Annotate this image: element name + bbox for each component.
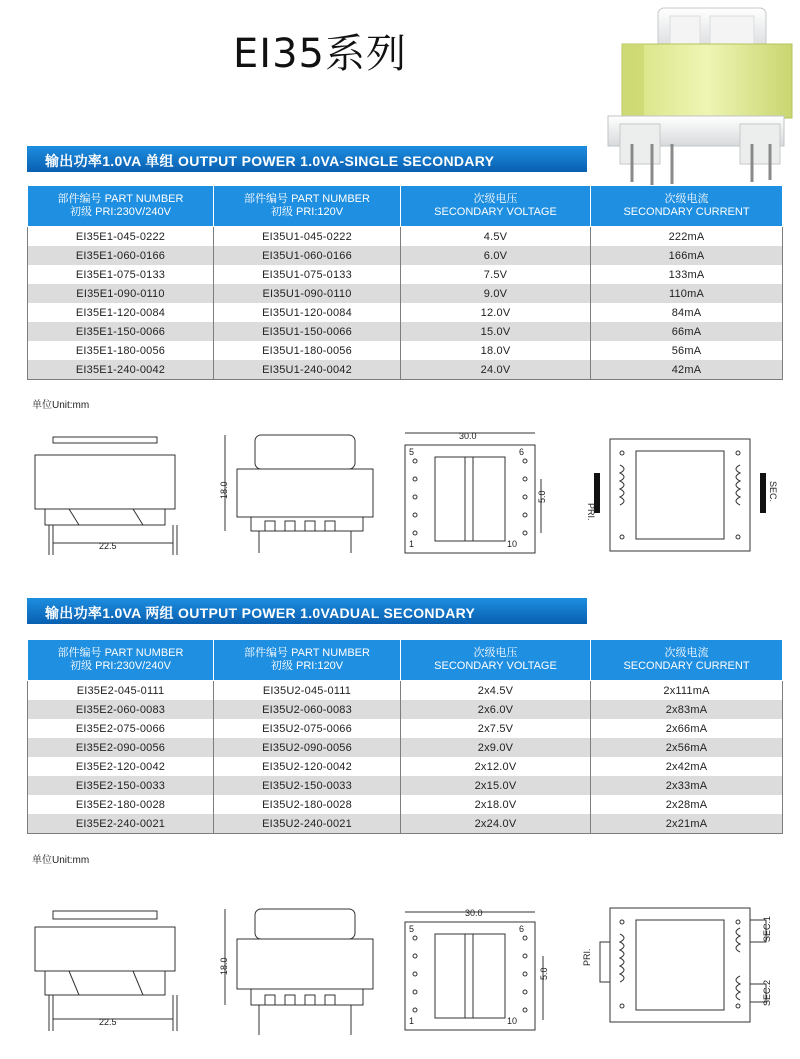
pin-10-label: 10 [507, 539, 518, 549]
table-row: EI35E2-120-0042 EI35U2-120-0042 2x12.0V 2x42mA [28, 757, 783, 776]
section2-unit-note: 单位Unit:mm [32, 855, 90, 866]
section2-banner [27, 598, 587, 624]
header-part-number-120v: 部件编号 PART NUMBER 初级 PRI:120V [214, 186, 401, 227]
sec-label: SEC. [768, 481, 778, 503]
table-row: EI35E1-045-0222 EI35U1-045-0222 4.5V 222mA [28, 227, 783, 247]
dim-span-label: 30.0 [459, 431, 477, 441]
pin-5-label: 5 [409, 447, 415, 457]
section1-unit-note: 单位Unit:mm [32, 400, 90, 411]
pri-label: PRI. [582, 948, 592, 966]
table-row: EI35E1-120-0084 EI35U1-120-0084 12.0V 84mA [28, 303, 783, 322]
header-secondary-voltage: 次级电压 SECONDARY VOLTAGE [401, 640, 591, 681]
table-row: EI35E1-180-0056 EI35U1-180-0056 18.0V 56mA [28, 341, 783, 360]
header-part-number-230v: 部件编号 PART NUMBER 初级 PRI:230V/240V [28, 640, 214, 681]
table-row: EI35E1-075-0133 EI35U1-075-0133 7.5V 133mA [28, 265, 783, 284]
section1-pin-layout-drawing [395, 425, 565, 565]
pin-6-label: 6 [519, 924, 525, 934]
table-row: EI35E1-060-0166 EI35U1-060-0166 6.0V 166mA [28, 246, 783, 265]
table-row: EI35E2-150-0033 EI35U2-150-0033 2x15.0V 2x33mA [28, 776, 783, 795]
header-part-number-120v: 部件编号 PART NUMBER 初级 PRI:120V [214, 640, 401, 681]
section1-side-view-drawing [215, 425, 375, 565]
dim-width-label: 22.5 [99, 541, 117, 551]
pin-1-label: 1 [409, 1016, 415, 1026]
section1-front-view-drawing [25, 425, 185, 565]
table-row: EI35E2-045-0111 EI35U2-045-0111 2x4.5V 2x111mA [28, 681, 783, 701]
header-secondary-voltage: 次级电压 SECONDARY VOLTAGE [401, 186, 591, 227]
section2-pin-layout-drawing [395, 898, 565, 1038]
transformer-photo-icon [600, 4, 800, 190]
table-row: EI35E2-240-0021 EI35U2-240-0021 2x24.0V 2x21mA [28, 814, 783, 834]
sec-bar-icon [760, 473, 766, 513]
header-part-number-230v: 部件编号 PART NUMBER 初级 PRI:230V/240V [28, 186, 214, 227]
dim-height-label: 18.0 [219, 481, 229, 499]
table-row: EI35E2-180-0028 EI35U2-180-0028 2x18.0V 2x28mA [28, 795, 783, 814]
pin-6-label: 6 [519, 447, 525, 457]
page-title: EI35系列 [233, 31, 407, 77]
dim-height-label: 18.0 [219, 957, 229, 975]
section2-front-view-drawing [25, 895, 185, 1035]
section1-banner-text: 输出功率1.0VA 单组 OUTPUT POWER 1.0VA-SINGLE SECONDARY [45, 153, 495, 169]
header-secondary-current: 次级电流 SECONDARY CURRENT [591, 640, 783, 681]
table-row: EI35E2-090-0056 EI35U2-090-0056 2x9.0V 2x56mA [28, 738, 783, 757]
section1-spec-table [27, 185, 783, 380]
header-secondary-current: 次级电流 SECONDARY CURRENT [591, 186, 783, 227]
table-row: EI35E2-075-0066 EI35U2-075-0066 2x7.5V 2x66mA [28, 719, 783, 738]
pin-10-label: 10 [507, 1016, 518, 1026]
dim-pitch-label: 5.0 [537, 490, 547, 503]
sec2-label: SEC.2 [762, 979, 772, 1006]
pri-label: PRI. [586, 503, 596, 521]
table-header-row [28, 640, 783, 681]
sec1-label: SEC.1 [762, 915, 772, 942]
pin-1-label: 1 [409, 539, 415, 549]
pin-5-label: 5 [409, 924, 415, 934]
table-row: EI35E1-240-0042 EI35U1-240-0042 24.0V 42mA [28, 360, 783, 380]
section1-banner [27, 146, 587, 172]
section2-banner-text: 输出功率1.0VA 两组 OUTPUT POWER 1.0VADUAL SECONDARY [45, 605, 476, 621]
section2-spec-table [27, 639, 783, 834]
dim-pitch-label: 5.0 [539, 967, 549, 980]
section2-side-view-drawing [215, 895, 375, 1045]
table-row: EI35E1-150-0066 EI35U1-150-0066 15.0V 66mA [28, 322, 783, 341]
section2-schematic-drawing [580, 898, 790, 1038]
dim-width-label: 22.5 [99, 1017, 117, 1027]
table-row: EI35E1-090-0110 EI35U1-090-0110 9.0V 110mA [28, 284, 783, 303]
section1-schematic-drawing [580, 425, 780, 565]
table-header-row [28, 186, 783, 227]
table-row: EI35E2-060-0083 EI35U2-060-0083 2x6.0V 2x83mA [28, 700, 783, 719]
dim-span-label: 30.0 [465, 908, 483, 918]
